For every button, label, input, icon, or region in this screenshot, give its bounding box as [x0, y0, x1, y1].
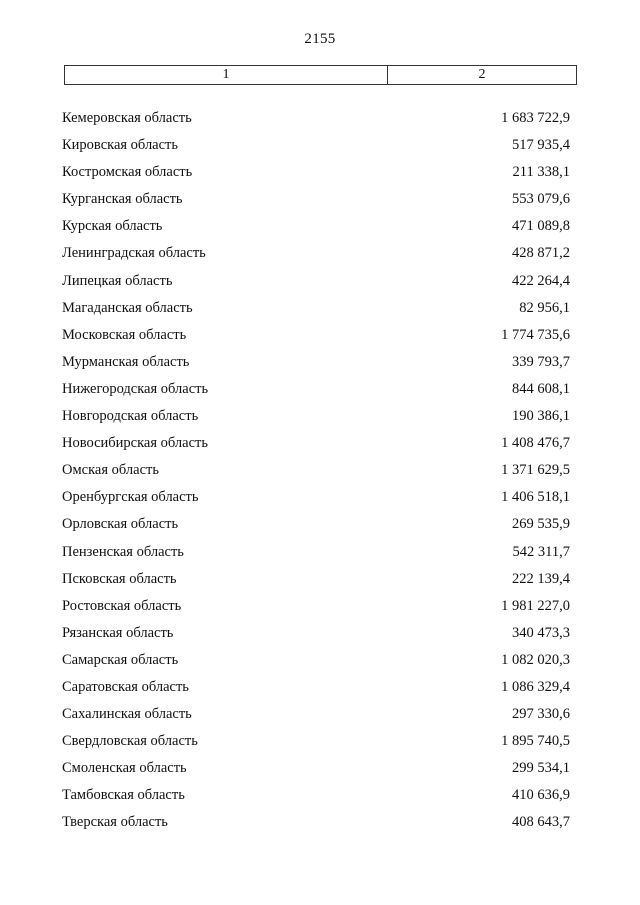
region-value: 190 386,1	[512, 408, 570, 425]
table-row	[0, 435, 640, 462]
region-name: Ростовская область	[62, 597, 182, 614]
table-row	[0, 218, 640, 245]
table-row	[0, 625, 640, 652]
table-header	[64, 65, 577, 85]
region-name: Нижегородская область	[62, 380, 209, 397]
table-row	[0, 110, 640, 137]
region-value: 82 956,1	[519, 299, 570, 316]
table-row	[0, 354, 640, 381]
table-row	[0, 381, 640, 408]
table-row	[0, 814, 640, 841]
region-value: 408 643,7	[512, 814, 570, 831]
region-value: 211 338,1	[512, 164, 570, 181]
table-row	[0, 571, 640, 598]
table-row	[0, 652, 640, 679]
table-row	[0, 598, 640, 625]
region-value: 422 264,4	[512, 272, 570, 289]
region-name: Саратовская область	[62, 678, 189, 695]
region-name: Смоленская область	[62, 760, 187, 777]
region-name: Тамбовская область	[62, 787, 185, 804]
region-name: Курганская область	[62, 191, 183, 208]
region-name: Липецкая область	[62, 272, 173, 289]
region-name: Мурманская область	[62, 353, 190, 370]
region-value: 340 473,3	[512, 624, 570, 641]
table-row	[0, 679, 640, 706]
region-name: Самарская область	[62, 651, 179, 668]
region-value: 1 981 227,0	[501, 597, 570, 614]
region-value: 1 683 722,9	[501, 110, 570, 126]
table-row	[0, 327, 640, 354]
table-row	[0, 300, 640, 327]
region-value: 410 636,9	[512, 787, 570, 804]
table-row	[0, 516, 640, 543]
region-value: 553 079,6	[512, 191, 570, 208]
table-header-column-1: 1	[65, 66, 388, 84]
region-name: Рязанская область	[62, 624, 174, 641]
region-value: 1 895 740,5	[501, 733, 570, 750]
region-value: 428 871,2	[512, 245, 570, 262]
table-row	[0, 245, 640, 272]
region-name: Новосибирская область	[62, 435, 208, 452]
region-name: Орловская область	[62, 516, 179, 533]
table-row	[0, 544, 640, 571]
region-name: Кемеровская область	[62, 110, 192, 126]
region-value: 1 371 629,5	[501, 462, 570, 479]
region-name: Псковская область	[62, 570, 177, 587]
region-value: 542 311,7	[512, 543, 570, 560]
table-row	[0, 462, 640, 489]
table-row	[0, 706, 640, 733]
table-row	[0, 191, 640, 218]
region-name: Московская область	[62, 326, 187, 343]
table-row	[0, 733, 640, 760]
region-name: Сахалинская область	[62, 706, 192, 723]
region-value: 1 406 518,1	[501, 489, 570, 506]
region-name: Свердловская область	[62, 733, 198, 750]
table-row	[0, 273, 640, 300]
region-name: Новгородская область	[62, 408, 199, 425]
table-row	[0, 760, 640, 787]
table-row	[0, 137, 640, 164]
region-value: 1 082 020,3	[501, 651, 570, 668]
table-row	[0, 408, 640, 435]
region-value: 844 608,1	[512, 380, 570, 397]
region-name: Кировская область	[62, 137, 179, 154]
table-row	[0, 164, 640, 191]
region-value: 517 935,4	[512, 137, 570, 154]
region-value: 1 086 329,4	[501, 678, 570, 695]
table-row	[0, 787, 640, 814]
region-name: Ленинградская область	[62, 245, 206, 262]
region-list	[0, 110, 640, 842]
page-number: 2155	[304, 31, 336, 47]
region-value: 222 139,4	[512, 570, 570, 587]
region-value: 1 408 476,7	[501, 435, 570, 452]
region-name: Омская область	[62, 462, 159, 479]
region-name: Тверская область	[62, 814, 168, 831]
region-name: Костромская область	[62, 164, 193, 181]
region-value: 299 534,1	[512, 760, 570, 777]
region-name: Магаданская область	[62, 299, 193, 316]
region-value: 471 089,8	[512, 218, 570, 235]
region-value: 297 330,6	[512, 706, 570, 723]
region-name: Оренбургская область	[62, 489, 199, 506]
region-value: 339 793,7	[512, 353, 570, 370]
table-header-column-2: 2	[478, 67, 486, 82]
region-name: Пензенская область	[62, 543, 184, 560]
table-row	[0, 489, 640, 516]
region-value: 269 535,9	[512, 516, 570, 533]
region-value: 1 774 735,6	[501, 326, 570, 343]
region-name: Курская область	[62, 218, 163, 235]
